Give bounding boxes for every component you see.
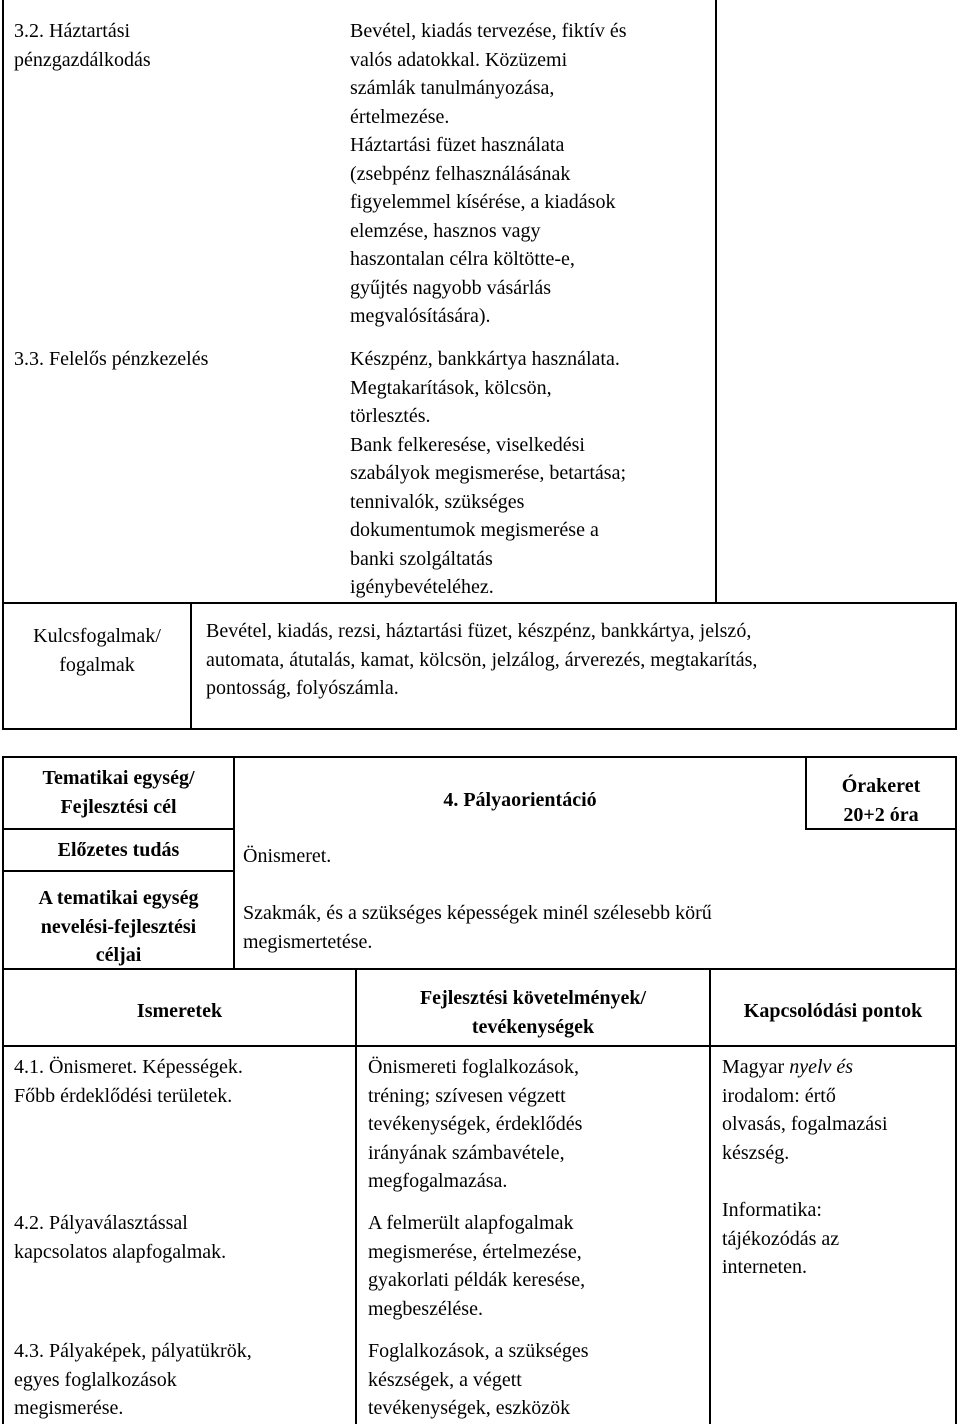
table-border [2,968,4,1424]
prior-knowledge-text: Önismeret. [243,845,332,867]
table-border [2,756,957,758]
topic-3-3: 3.3. Felelős pénzkezelés [14,348,209,370]
table-border [955,603,957,730]
column-header-knowledge: Ismeretek [136,1000,223,1022]
knowledge-4-3: 4.3. Pályaképek, pályatükrök, egyes foglalkozások megismerése. [14,1340,252,1419]
connection-literature-rest: irodalom: értő olvasás, fogalmazási készség. [722,1084,888,1164]
connection-informatics: Informatika: tájékozódás az interneten. [722,1199,840,1278]
table-border [955,756,957,970]
table-border [955,968,957,1424]
connection-literature [722,1053,954,1167]
content-3-3: Készpénz, bankkártya használata. Megtakarítások, kölcsön, törlesztés. Bank felkeresése, viselkedési szabályok megismerése, betartása; tennivalók, szükséges dokumentumok megismerése a banki szolgáltatás igénybevételéhez. [350,348,626,598]
prior-knowledge-label: Előzetes tudás [57,839,180,861]
unit-title: 4. Pályaorientáció [443,789,597,811]
column-header-requirements: Fejlesztési követelmények/ tevékenységek [419,987,647,1038]
unit-label: Tematikai egység/ Fejlesztési cél [42,767,195,818]
knowledge-4-1: 4.1. Önismeret. Képességek. Főbb érdeklődési területek. [14,1056,243,1107]
goals-text: Szakmák, és a szükséges képességek minél szélesebb körű megismertetése. [243,902,712,953]
content-3-2: Bevétel, kiadás tervezése, fiktív és valós adatokkal. Közüzemi számlák tanulmányozása, értelmezése. Háztartási füzet használata (zsebpénz felhasználásának figyelemmel kísérése, a kiadások elemzése, hasznos vagy haszontalan célra költötte-e, gyűjtés nagyobb vásárlás megvalósítására). [350,20,627,327]
requirement-1: Önismereti foglalkozások, tréning; szívesen végzett tevékenységek, érdeklődés irányának számbavétele, megfogalmazása. [368,1056,583,1192]
table-border [2,870,235,872]
table-border [2,0,4,730]
key-concepts-text: Bevétel, kiadás, rezsi, háztartási füzet, készpénz, bankkártya, jelszó, automata, átutalás, kamat, kölcsön, jelzálog, árverezés, megtakarítás, pontosság, folyószámla. [206,620,758,699]
requirement-2: A felmerült alapfogalmak megismerése, értelmezése, gyakorlati példák keresése, megbeszélése. [368,1212,586,1320]
table-border [715,0,717,603]
table-border [2,728,957,730]
hours-label: Órakeret 20+2 óra [841,775,921,826]
table-border [2,1045,957,1047]
key-concepts-label: Kulcsfogalmak/ fogalmak [33,625,161,676]
table-border [709,968,711,1424]
goals-label: A tematikai egység nevelési-fejlesztési céljai [38,887,199,966]
table-border [2,828,235,830]
table-border [2,602,957,604]
column-header-connections: Kapcsolódási pontok [743,1000,923,1022]
knowledge-4-2: 4.2. Pályaválasztással kapcsolatos alapfogalmak. [14,1212,227,1263]
topic-3-2: 3.2. Háztartási pénzgazdálkodás [14,20,151,71]
connection-literature-italic: nyelv és [789,1056,854,1078]
connection-literature-part: Magyar [722,1056,790,1078]
table-border [190,603,192,730]
requirement-3: Foglalkozások, a szükséges készségek, a végett tevékenységek, eszközök [368,1340,589,1419]
